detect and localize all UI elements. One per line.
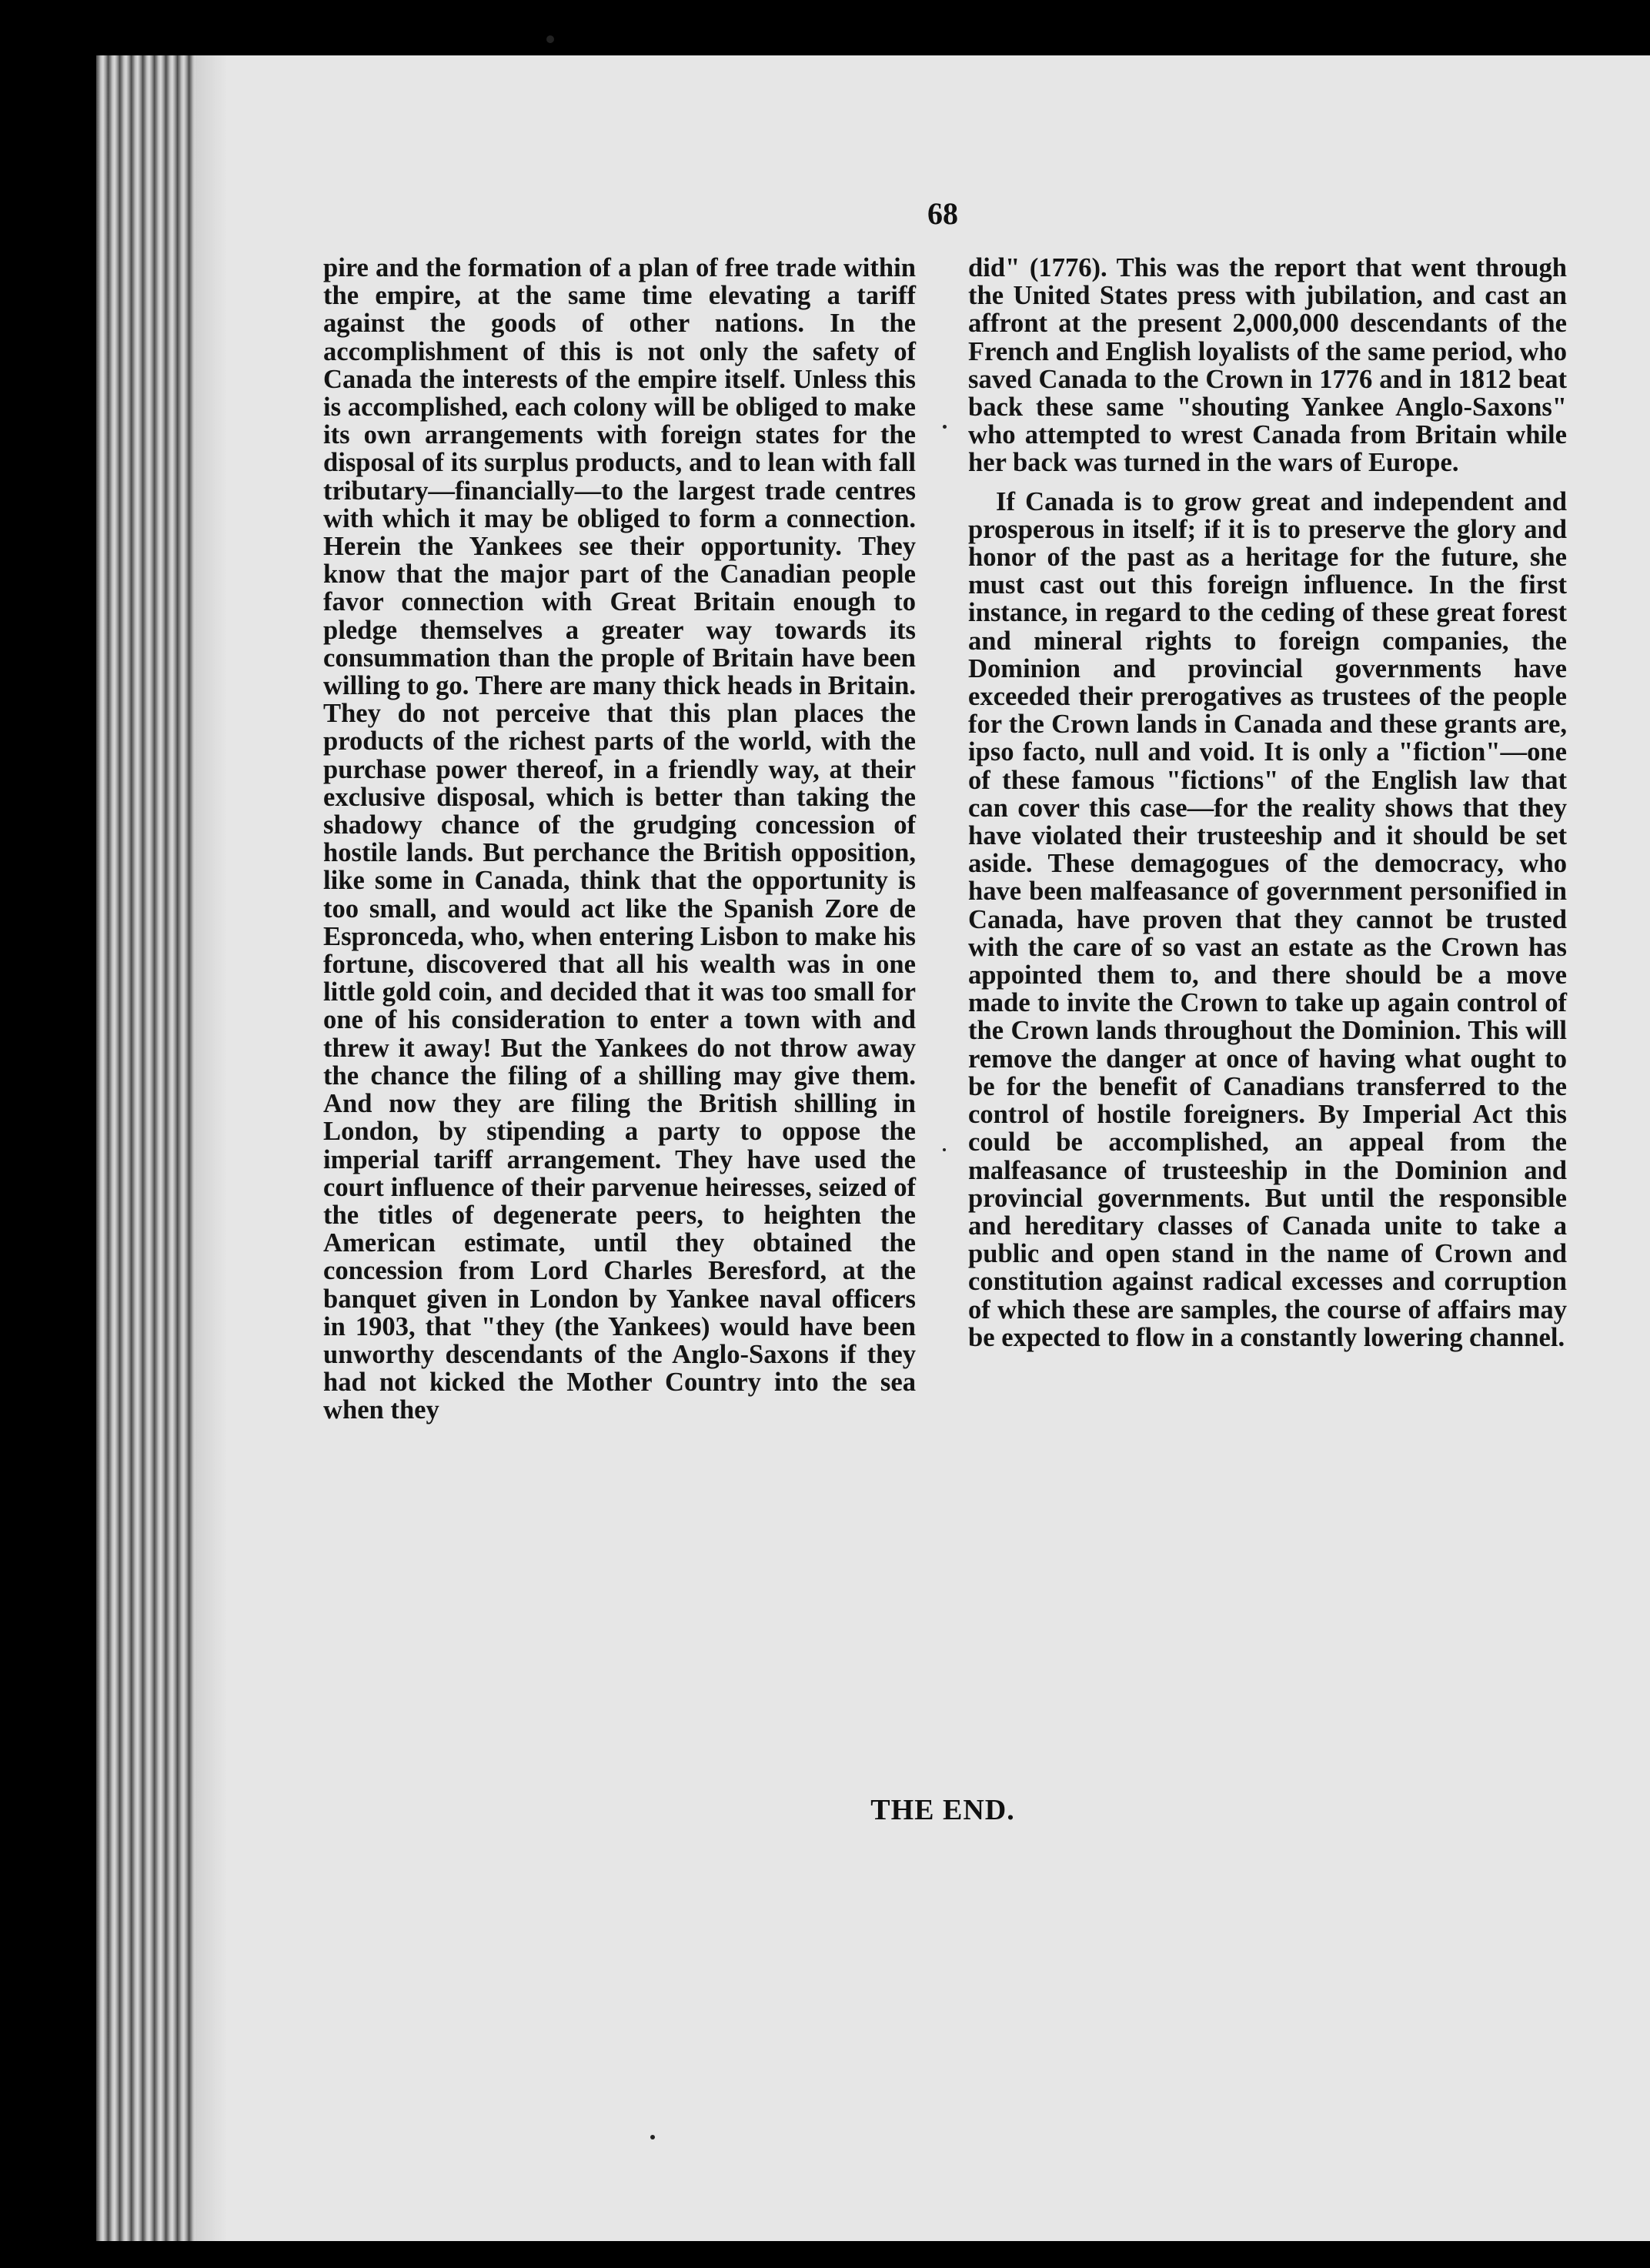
- scan-speck: [650, 2135, 655, 2139]
- left-text-column: [323, 254, 916, 1425]
- page-number: 68: [927, 196, 958, 231]
- scan-speck: [943, 1148, 946, 1151]
- paragraph: pire and the formation of a plan of free trade within the empire, at the same time elevating a tariff against the goods of other nations. In the accomplishment of this is not only the safety of Canada the interests of the empire itself. Unless this is accomplished, each colony will be obliged to make its own arrangements with foreign states for the disposal of its surplus products, and to lean with fall tributary—financially—to the largest trade centres with which it may be obliged to form a connection. Herein the Yankees see their opportunity. They know that the major part of the Canadian people favor connection with Great Britain enough to pledge themselves a greater way towards its consummation than the prople of Britain have been willing to go. There are many thick heads in Britain. They do not perceive that this plan places the products of the richest parts of the world, with the purchase power thereof, in a friendly way, at their exclusive disposal, which is better than taking the shadowy chance of the grudging concession of hostile lands. But perchance the British opposition, like some in Canada, think that the opportunity is too small, and would act like the Spanish Zore de Espronceda, who, when entering Lisbon to make his fortune, discovered that all his wealth was in one little gold coin, and decided that it was too small for one of his consideration to enter a town with and threw it away! But the Yankees do not throw away the chance the filing of a shilling may give them. And now they are filing the British shilling in London, by stipending a party to oppose the imperial tariff arrangement. They have used the court influence of their parvenue heiresses, seized of the titles of degenerate peers, to heighten the American estimate, until they obtained the concession from Lord Charles Beresford, at the banquet given in London by Yankee naval officers in 1903, that "they (the Yankees) would have been unworthy descendants of the Anglo-Saxons if they had not kicked the Mother Country into the sea when they: [323, 253, 916, 1425]
- paragraph: If Canada is to grow great and independent and prosperous in itself; if it is to preserve the glory and honor of the past as a heritage for the future, she must cast out this foreign influence. In the first instance, in regard to the ceding of these great forest and mineral rights to foreign companies, the Dominion and provincial governments have exceeded their prerogatives as trustees of the people for the Crown lands in Canada and these grants are, ipso facto, null and void. It is only a "fiction"—one of these famous "fictions" of the English law that can cover this case—for the reality shows that they have violated their trusteeship and it should be set aside. These demagogues of the democracy, who have been malfeasance of government personified in Canada, have proven that they cannot be trusted with the care of so vast an estate as the Crown has appointed them to, and there should be a move made to invite the Crown to take up again control of the Crown lands throughout the Dominion. This will remove the danger at once of having what ought to be for the benefit of Canadians transferred to the control of hostile foreigners. By Imperial Act this could be accomplished, an appeal from the malfeasance of trusteeship in the Dominion and provincial governments. But until the responsible and hereditary classes of Canada unite to take a public and open stand in the name of Crown and constitution against radical excesses and corruption of which these are samples, the course of affairs may be expected to flow in a constantly lowering channel.: [968, 486, 1567, 1352]
- paragraph: did" (1776). This was the report that went through the United States press with jubilation, and cast an affront at the present 2,000,000 descendants of the French and English loyalists of the same period, who saved Canada to the Crown in 1776 and in 1812 beat back these same "shouting Yankee Anglo-Saxons" who attempted to wrest Canada from Britain while her back was turned in the wars of Europe.: [968, 253, 1567, 478]
- book-page-edges: [96, 55, 196, 2241]
- scan-speck: [546, 35, 554, 43]
- right-text-column: [968, 254, 1567, 1351]
- closing-heading: THE END.: [870, 1794, 1015, 1826]
- scan-speck: [943, 425, 947, 429]
